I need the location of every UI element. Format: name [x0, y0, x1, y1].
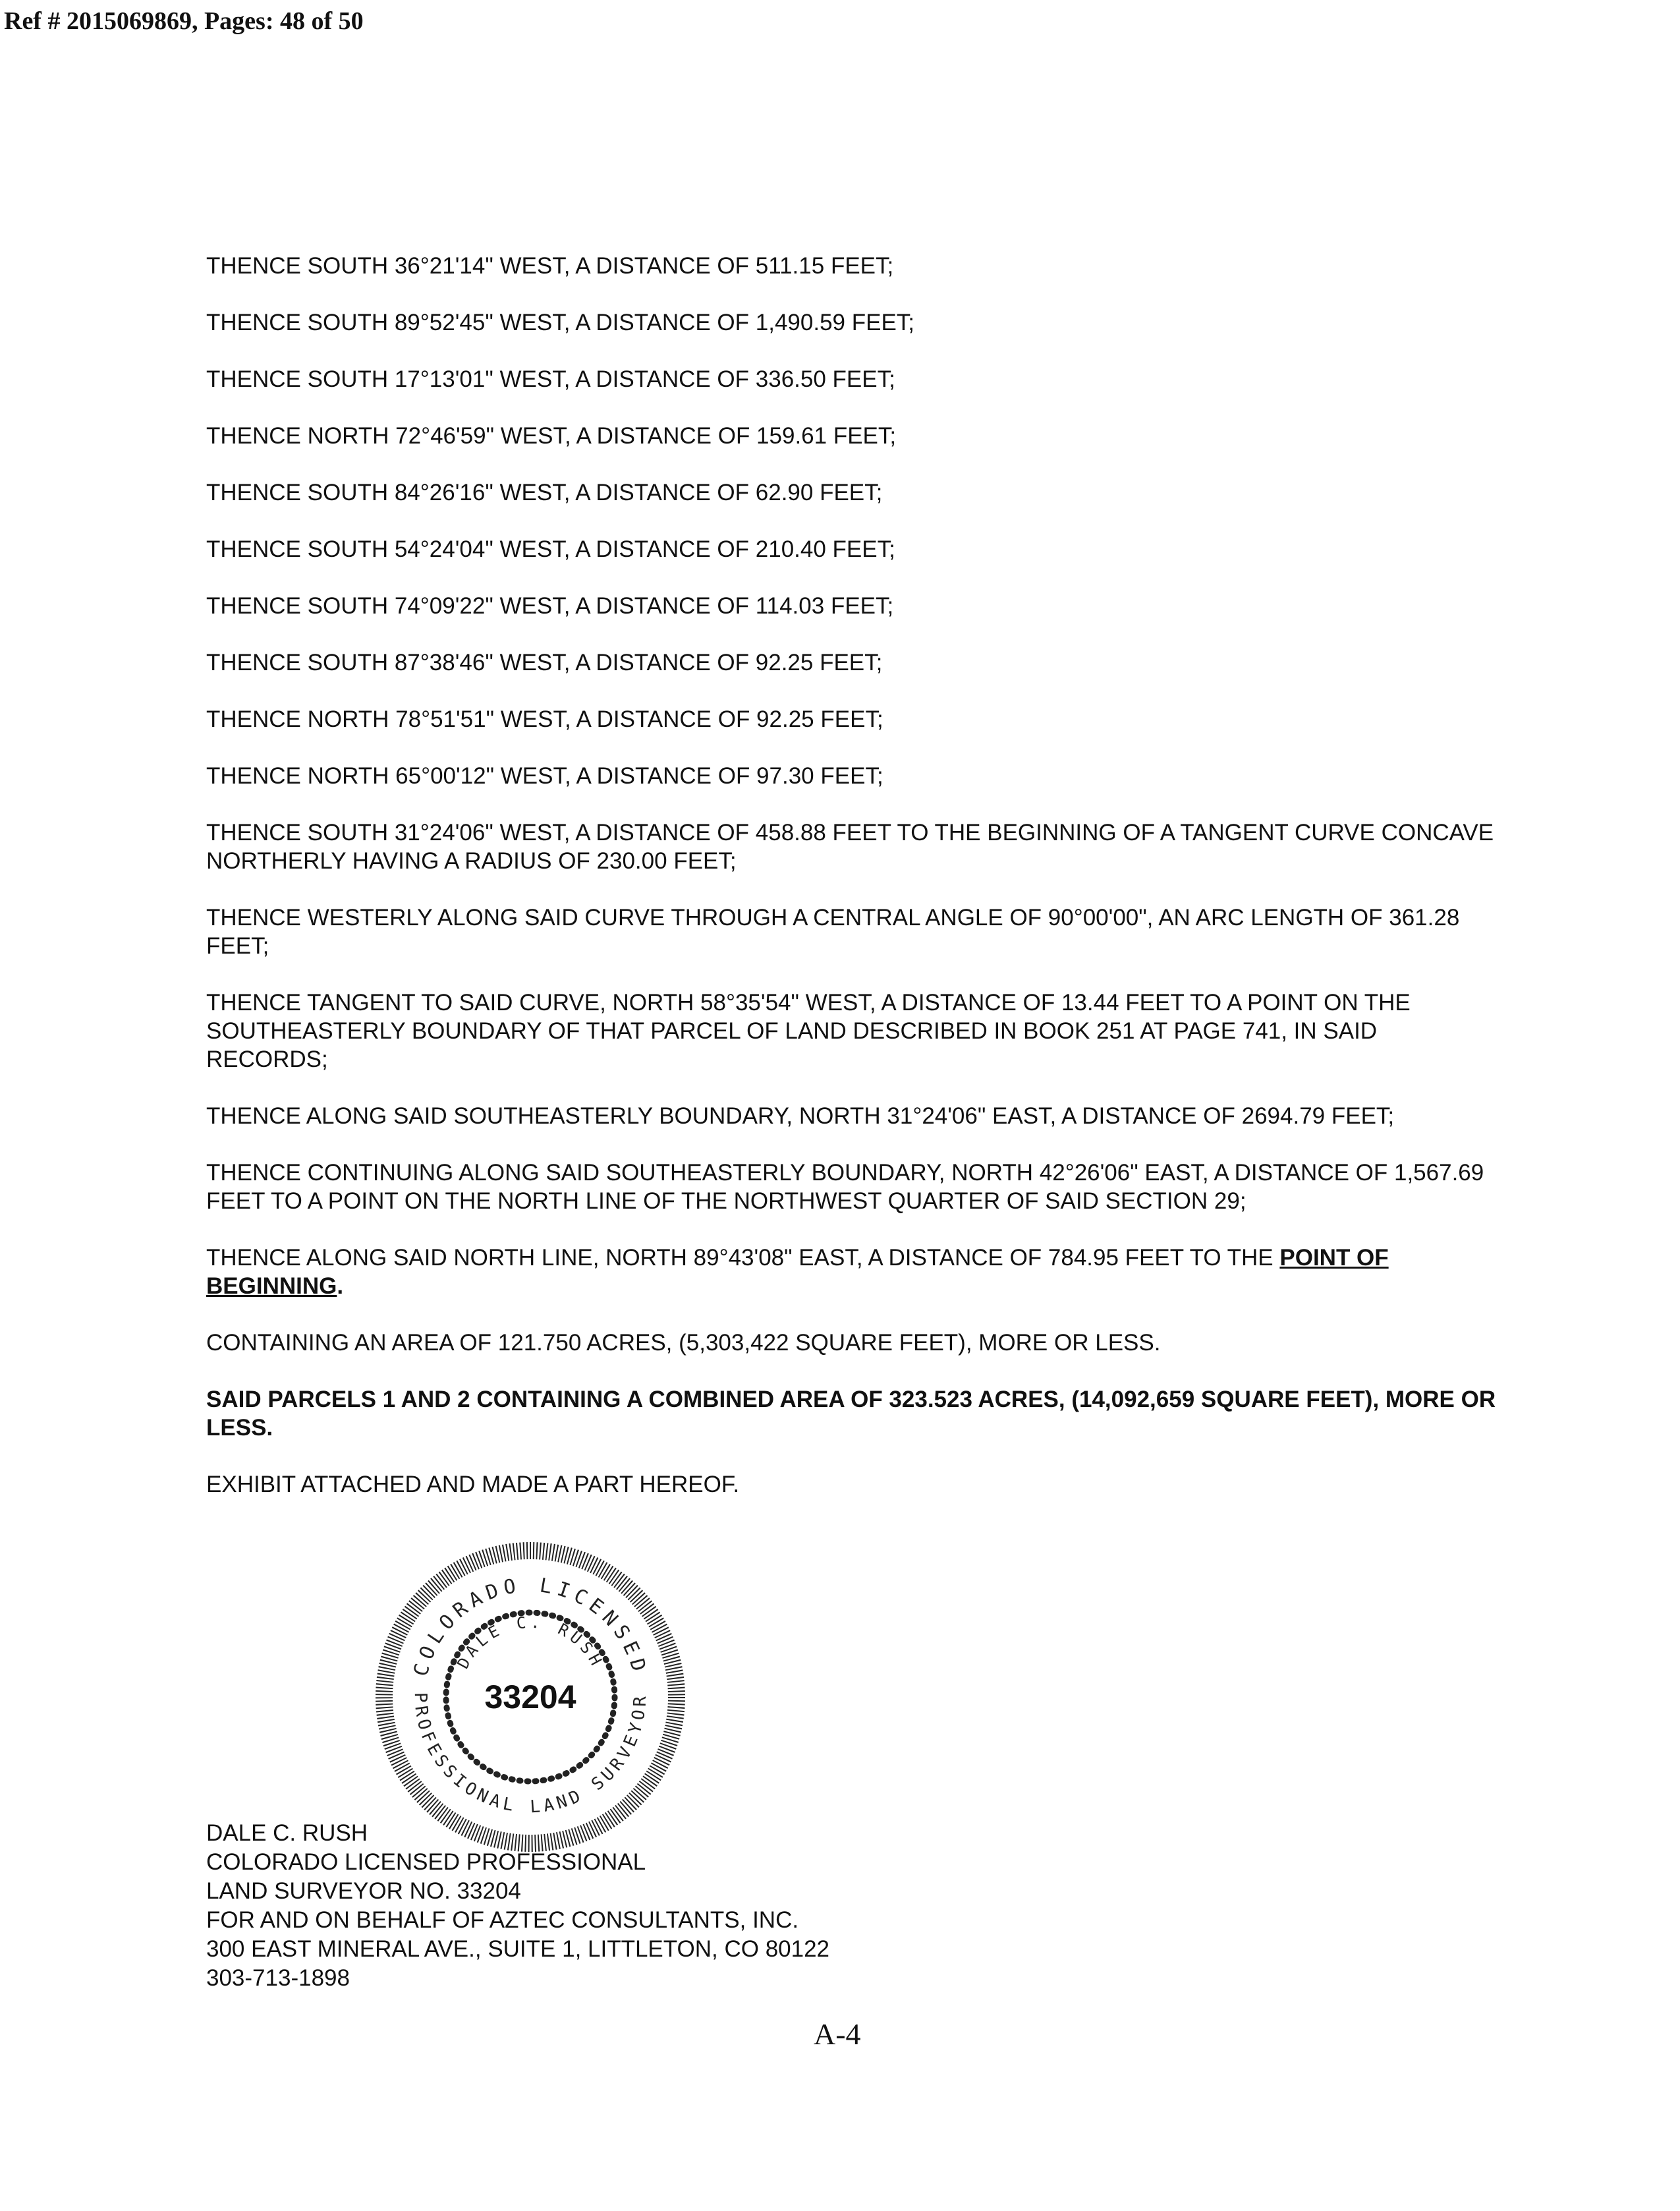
signature-line: FOR AND ON BEHALF OF AZTEC CONSULTANTS, INC. [206, 1907, 799, 1933]
course-line: THENCE SOUTH 31°24'06" WEST, A DISTANCE OF 458.88 FEET TO THE BEGINNING OF A TANGENT CURVE CONCAVE NORTHERLY HAVING A RADIUS OF 230.00 FEET; [206, 820, 1494, 874]
course-line: THENCE WESTERLY ALONG SAID CURVE THROUGH A CENTRAL ANGLE OF 90°00'00", AN ARC LENGTH OF 361.28 FEET; [206, 905, 1460, 959]
course-line: THENCE NORTH 65°00'12" WEST, A DISTANCE OF 97.30 FEET; [206, 763, 883, 789]
course-line: THENCE SOUTH 54°24'04" WEST, A DISTANCE OF 210.40 FEET; [206, 536, 895, 562]
surveyor-seal [376, 1542, 685, 1852]
signature-line: 300 EAST MINERAL AVE., SUITE 1, LITTLETON, CO 80122 [206, 1936, 830, 1962]
signature-line: COLORADO LICENSED PROFESSIONAL [206, 1849, 646, 1875]
seal-top-text: COLORADO LICENSED [409, 1574, 652, 1679]
signature-line: LAND SURVEYOR NO. 33204 [206, 1878, 521, 1904]
point-of-beginning: POINT OF BEGINNING [206, 1245, 1389, 1299]
final-period: . [337, 1273, 344, 1299]
course-line: THENCE SOUTH 17°13'01" WEST, A DISTANCE OF 336.50 FEET; [206, 366, 895, 392]
course-line: THENCE SOUTH 74°09'22" WEST, A DISTANCE OF 114.03 FEET; [206, 593, 894, 619]
course-line: THENCE NORTH 72°46'59" WEST, A DISTANCE OF 159.61 FEET; [206, 423, 897, 449]
seal-number: 33204 [484, 1679, 576, 1715]
course-line: THENCE SOUTH 84°26'16" WEST, A DISTANCE OF 62.90 FEET; [206, 480, 883, 505]
course-line: THENCE TANGENT TO SAID CURVE, NORTH 58°35'54" WEST, A DISTANCE OF 13.44 FEET TO A POINT ON THE SOUTHEASTERLY BOUNDARY OF THAT PARCEL OF LAND DESCRIBED IN BOOK 251 AT PAGE 741, IN SAID RECORDS; [206, 990, 1411, 1072]
course-line: THENCE SOUTH 36°21'14" WEST, A DISTANCE OF 511.15 FEET; [206, 253, 894, 279]
signature-line: 303-713-1898 [206, 1965, 350, 1991]
course-line: THENCE ALONG SAID SOUTHEASTERLY BOUNDARY, NORTH 31°24'06" EAST, A DISTANCE OF 2694.79 FEET; [206, 1103, 1395, 1129]
area-statement: CONTAINING AN AREA OF 121.750 ACRES, (5,303,422 SQUARE FEET), MORE OR LESS. [206, 1330, 1161, 1356]
final-course-text: THENCE ALONG SAID NORTH LINE, NORTH 89°43'08" EAST, A DISTANCE OF 784.95 FEET TO THE [206, 1245, 1280, 1271]
seal-bottom-text: PROFESSIONAL LAND SURVEYOR [410, 1692, 651, 1818]
course-line: THENCE NORTH 78°51'51" WEST, A DISTANCE OF 92.25 FEET; [206, 706, 883, 732]
legal-description [206, 252, 1498, 1527]
final-course [206, 1244, 1498, 1300]
course-line: THENCE SOUTH 89°52'45" WEST, A DISTANCE OF 1,490.59 FEET; [206, 310, 915, 335]
course-line: THENCE SOUTH 87°38'46" WEST, A DISTANCE OF 92.25 FEET; [206, 650, 883, 675]
signature-line: DALE C. RUSH [206, 1820, 368, 1846]
combined-area-statement: SAID PARCELS 1 AND 2 CONTAINING A COMBINED AREA OF 323.523 ACRES, (14,092,659 SQUARE FEET), MORE OR LESS. [206, 1387, 1496, 1441]
course-line: THENCE CONTINUING ALONG SAID SOUTHEASTERLY BOUNDARY, NORTH 42°26'06" EAST, A DISTANCE OF 1,567.69 FEET TO A POINT ON THE NORTH LINE OF THE NORTHWEST QUARTER OF SAID SECTION 29; [206, 1160, 1484, 1214]
exhibit-statement: EXHIBIT ATTACHED AND MADE A PART HEREOF. [206, 1472, 740, 1497]
seal-name: DALE C. RUSH [453, 1613, 607, 1672]
reference-header: Ref # 2015069869, Pages: 48 of 50 [4, 7, 364, 35]
page-number: A-4 [814, 2017, 861, 2051]
surveyor-signature-block [206, 1819, 829, 1993]
